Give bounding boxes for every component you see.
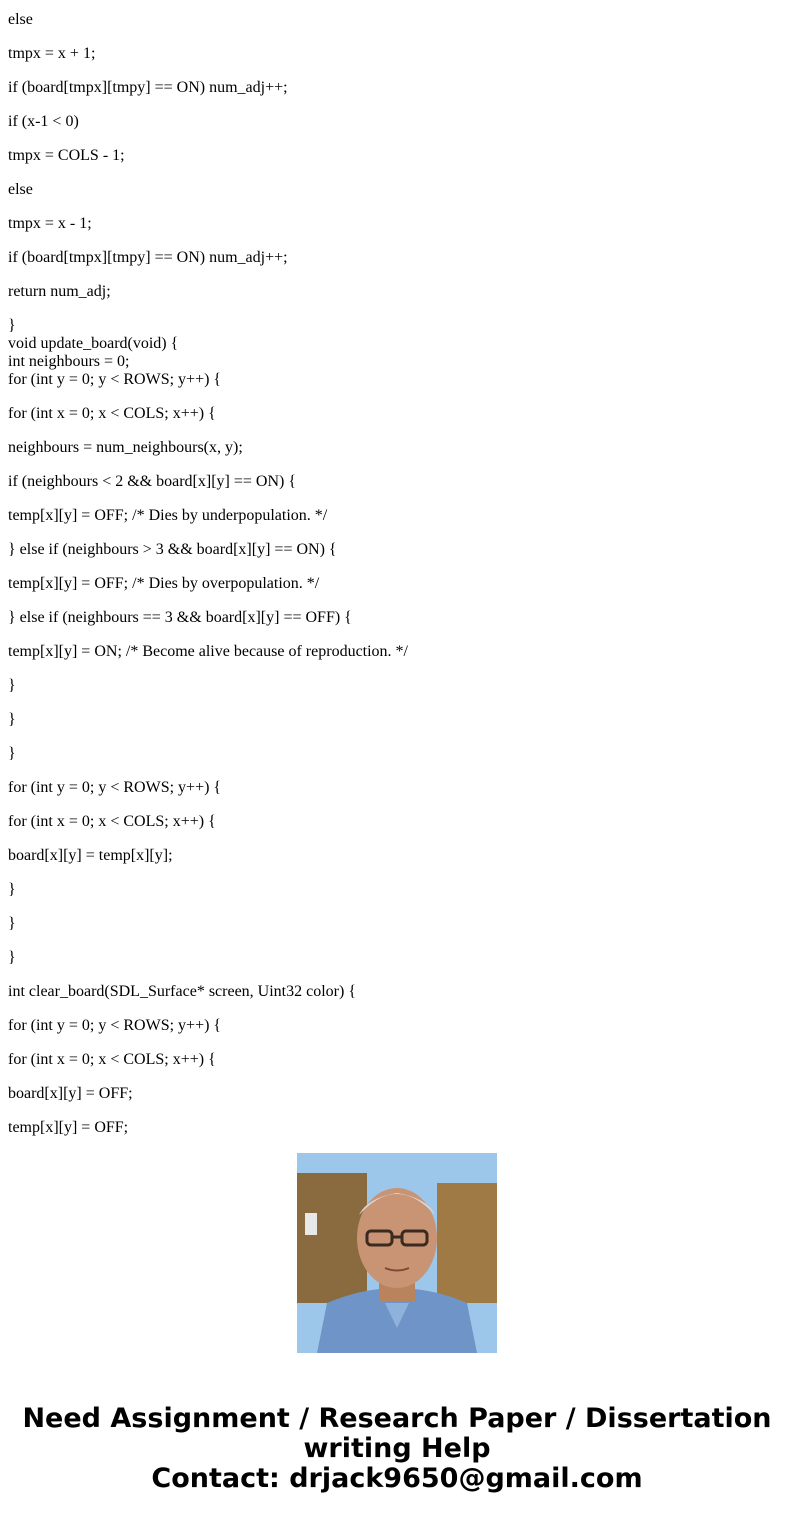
code-line: else [8, 11, 33, 28]
code-line: temp[x][y] = ON; /* Become alive because of reproduction. */ [8, 643, 408, 660]
code-line: void update_board(void) { [8, 335, 179, 352]
code-line: if (x-1 < 0) [8, 113, 79, 130]
code-line: for (int y = 0; y < ROWS; y++) { [8, 371, 222, 388]
code-line: } [8, 317, 16, 334]
code-line: neighbours = num_neighbours(x, y); [8, 439, 243, 456]
promo-line-2: writing Help [303, 1433, 491, 1464]
code-line: for (int x = 0; x < COLS; x++) { [8, 813, 216, 830]
code-line: for (int x = 0; x < COLS; x++) { [8, 1051, 216, 1068]
code-line: temp[x][y] = OFF; [8, 1119, 129, 1136]
code-line: for (int x = 0; x < COLS; x++) { [8, 405, 216, 422]
promo-contact: Contact: drjack9650@gmail.com [151, 1463, 643, 1494]
code-line: board[x][y] = OFF; [8, 1085, 133, 1102]
code-line: for (int y = 0; y < ROWS; y++) { [8, 1017, 222, 1034]
code-line: temp[x][y] = OFF; /* Dies by overpopulation. */ [8, 575, 320, 592]
code-line: } [8, 915, 16, 932]
code-line: } else if (neighbours > 3 && board[x][y] == ON) { [8, 541, 337, 558]
author-avatar [297, 1153, 497, 1353]
code-line: } [8, 881, 16, 898]
code-line: int neighbours = 0; [8, 353, 130, 370]
code-line: tmpx = COLS - 1; [8, 147, 125, 164]
code-line: if (board[tmpx][tmpy] == ON) num_adj++; [8, 79, 288, 96]
code-line: } else if (neighbours == 3 && board[x][y] == OFF) { [8, 609, 352, 626]
code-line: else [8, 181, 33, 198]
promo-section [0, 1122, 794, 1523]
code-line: } [8, 745, 16, 762]
code-line: tmpx = x + 1; [8, 45, 96, 62]
code-line: temp[x][y] = OFF; /* Dies by underpopulation. */ [8, 507, 328, 524]
promo-message [0, 1404, 794, 1494]
author-photo [297, 1153, 497, 1353]
code-line: } [8, 677, 16, 694]
code-line: } [8, 711, 16, 728]
code-line: tmpx = x - 1; [8, 215, 92, 232]
code-line: for (int y = 0; y < ROWS; y++) { [8, 779, 222, 796]
code-line: int clear_board(SDL_Surface* screen, Uint32 color) { [8, 983, 356, 1000]
code-line: return num_adj; [8, 283, 111, 300]
code-line: } [8, 949, 16, 966]
promo-line-1: Need Assignment / Research Paper / Dissertation [22, 1403, 772, 1434]
code-line: if (neighbours < 2 && board[x][y] == ON) { [8, 473, 297, 490]
code-line: board[x][y] = temp[x][y]; [8, 847, 173, 864]
code-line: if (board[tmpx][tmpy] == ON) num_adj++; [8, 249, 288, 266]
